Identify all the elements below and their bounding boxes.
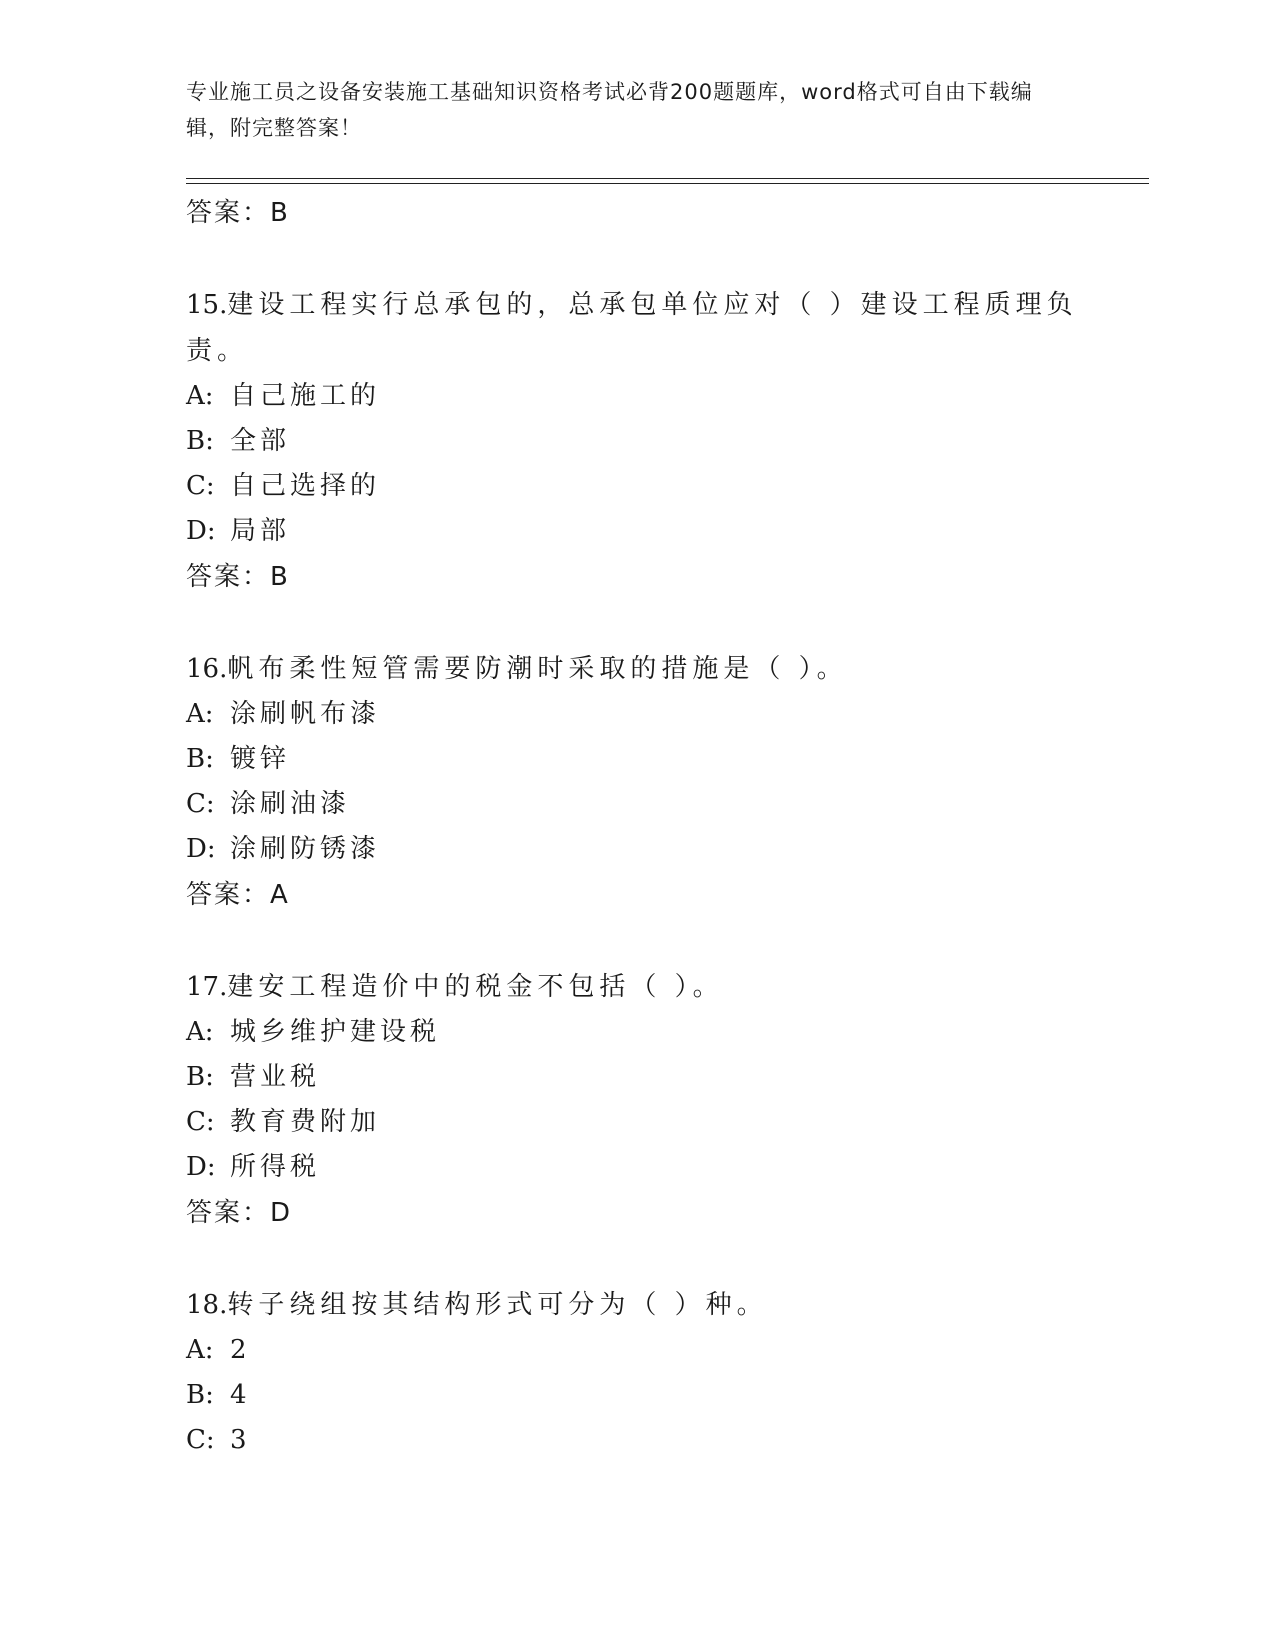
option-text: 所得税 [230, 1152, 321, 1182]
answer-option [186, 1100, 1086, 1145]
answer-option [186, 1055, 1086, 1100]
question-stem: 建安工程造价中的税金不包括（ ）。 [227, 972, 724, 1002]
option-text: 涂刷防锈漆 [230, 834, 381, 864]
option-key: C: [186, 1107, 215, 1137]
answer-line: 答案：A [186, 880, 290, 910]
answer-option [186, 1328, 1086, 1373]
question-stem: 转子绕组按其结构形式可分为（ ）种。 [227, 1290, 768, 1320]
option-key: A: [186, 699, 214, 729]
option-key: D: [186, 1152, 216, 1182]
option-key: B: [186, 1062, 214, 1092]
option-text: 营业税 [230, 1062, 321, 1092]
option-key: B: [186, 744, 214, 774]
answer-option [186, 1145, 1086, 1190]
question-stem: 建设工程实行总承包的，总承包单位应对（ ）建设工程质理负责。 [186, 290, 1078, 366]
question-number: 16. [186, 654, 228, 684]
question-block [186, 1282, 1086, 1463]
option-text: 城乡维护建设税 [230, 1017, 441, 1047]
option-key: B: [186, 1380, 214, 1410]
answer-option [186, 737, 1086, 782]
option-text: 4 [230, 1380, 251, 1410]
answer-option [186, 464, 1086, 509]
answer-option [186, 827, 1086, 872]
question-list [186, 184, 1086, 1463]
option-text: 教育费附加 [230, 1107, 381, 1137]
option-text: 局部 [230, 516, 291, 546]
answer-option [186, 374, 1086, 419]
answer-option [186, 1373, 1086, 1418]
answer-option [186, 419, 1086, 464]
answer-option [186, 1418, 1086, 1463]
question-stem: 帆布柔性短管需要防潮时采取的措施是（ ）。 [227, 654, 848, 684]
option-key: C: [186, 471, 215, 501]
option-key: A: [186, 1017, 214, 1047]
option-key: A: [186, 1335, 214, 1365]
header-divider-top [186, 178, 1149, 179]
option-text: 2 [230, 1335, 251, 1365]
option-text: 全部 [230, 426, 291, 456]
option-text: 镀锌 [230, 744, 291, 774]
answer-option [186, 1010, 1086, 1055]
option-key: C: [186, 1425, 215, 1455]
question-number: 15. [186, 290, 228, 320]
answer-line: 答案：B [186, 562, 290, 592]
option-text: 3 [230, 1425, 251, 1455]
question-text [186, 646, 1086, 692]
question-block [186, 646, 1086, 918]
option-key: B: [186, 426, 214, 456]
answer-line: 答案：D [186, 1198, 293, 1228]
question-text [186, 1282, 1086, 1328]
question-block [186, 282, 1086, 600]
question-text [186, 964, 1086, 1010]
question-block [186, 964, 1086, 1236]
question-number: 17. [186, 972, 228, 1002]
answer-option [186, 692, 1086, 737]
option-text: 自己施工的 [230, 381, 381, 411]
option-key: D: [186, 834, 216, 864]
option-text: 涂刷帆布漆 [230, 699, 381, 729]
option-key: D: [186, 516, 216, 546]
question-number: 18. [186, 1290, 228, 1320]
option-text: 自己选择的 [230, 471, 381, 501]
option-key: C: [186, 789, 215, 819]
document-title: 专业施工员之设备安装施工基础知识资格考试必背200题题库，word格式可自由下载编辑，附完整答案！ [186, 80, 1033, 140]
answer-option [186, 509, 1086, 554]
answer-line: 答案：B [186, 198, 290, 228]
answer-option [186, 782, 1086, 827]
option-text: 涂刷油漆 [230, 789, 351, 819]
question-text [186, 282, 1086, 374]
option-key: A: [186, 381, 214, 411]
